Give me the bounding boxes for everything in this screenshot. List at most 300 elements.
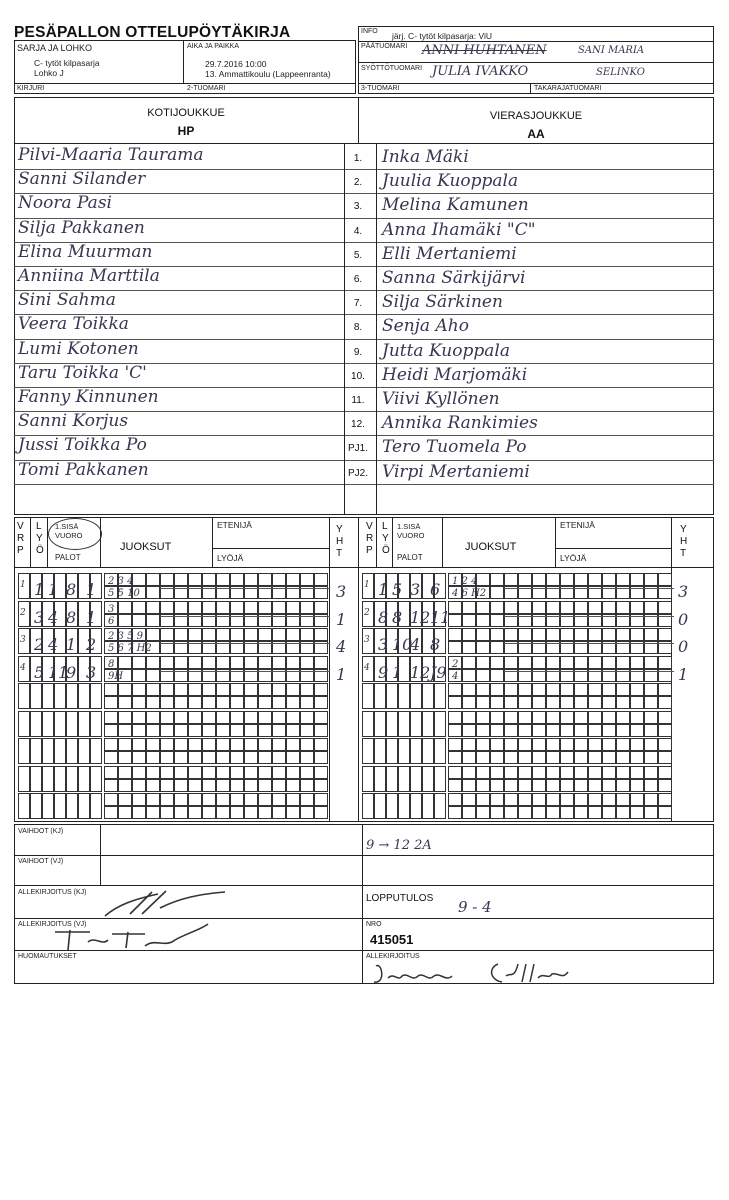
grid-cell xyxy=(398,793,410,819)
grid-header-line xyxy=(47,517,48,567)
away-player-name: Tero Tuomela Po xyxy=(382,437,527,458)
grid-cell xyxy=(118,724,132,737)
grid-cell xyxy=(588,711,602,724)
home-player-name: Sini Sahma xyxy=(18,290,116,311)
grid-cell xyxy=(286,696,300,709)
grid-cell xyxy=(216,751,230,764)
grid-cell xyxy=(258,628,272,641)
grid-cell xyxy=(518,696,532,709)
grid-cell xyxy=(104,766,118,779)
home-yht-line xyxy=(329,517,330,822)
grid-cell xyxy=(244,793,258,806)
grid-cell xyxy=(410,766,422,792)
grid-cell xyxy=(658,683,672,696)
grid-cell xyxy=(78,766,90,792)
grid-cell xyxy=(644,724,658,737)
grid-cell xyxy=(630,628,644,641)
grid-cell xyxy=(160,738,174,751)
grid-cell xyxy=(546,573,560,586)
grid-cell xyxy=(644,779,658,792)
grid-cell xyxy=(374,711,386,737)
grid-cell xyxy=(132,779,146,792)
away-runs-top: 1 2 4 xyxy=(452,576,478,587)
grid-cell xyxy=(230,601,244,614)
grid-cell xyxy=(490,793,504,806)
grid-cell xyxy=(230,779,244,792)
away-player-number: 8. xyxy=(353,322,363,334)
away-player-name: Virpi Mertaniemi xyxy=(382,461,530,482)
grid-cell xyxy=(546,724,560,737)
grid-cell xyxy=(630,696,644,709)
home-runs-bottom: 9H xyxy=(108,670,124,682)
grid-cell xyxy=(602,793,616,806)
away-player-number: PJ2. xyxy=(347,467,368,479)
away-cell-c: 11 xyxy=(430,607,451,627)
grid-cell xyxy=(386,738,398,764)
grid-cell xyxy=(216,696,230,709)
grid-cell xyxy=(462,669,476,682)
grid-cell xyxy=(546,738,560,751)
away-player-name: Anna Ihamäki "C" xyxy=(382,219,536,240)
home-player-name: Elina Muurman xyxy=(18,241,153,262)
grid-cell xyxy=(462,656,476,669)
grid-cell xyxy=(272,711,286,724)
pitcher-umpire-extra: SELINKO xyxy=(596,67,645,78)
grid-cell xyxy=(546,793,560,806)
grid-cell xyxy=(410,711,422,737)
grid-cell xyxy=(300,766,314,779)
grid-cell xyxy=(258,656,272,669)
grid-cell xyxy=(160,656,174,669)
grid-cell xyxy=(630,806,644,819)
grid-cell xyxy=(602,751,616,764)
home-player-name: Fanny Kinnunen xyxy=(18,387,159,407)
grid-cell xyxy=(90,683,102,709)
grid-cell xyxy=(30,683,42,709)
grid-cell xyxy=(490,696,504,709)
sig-away-label: ALLEKIRJOITUS (VJ) xyxy=(18,921,87,928)
grid-cell xyxy=(78,683,90,709)
grid-cell xyxy=(398,738,410,764)
grid-cell xyxy=(188,628,202,641)
grid-cell xyxy=(602,656,616,669)
grid-cell xyxy=(560,628,574,641)
grid-header-line xyxy=(376,517,377,567)
grid-cell xyxy=(286,793,300,806)
grid-cell xyxy=(272,601,286,614)
away-lyo-header: L Y Ö xyxy=(382,521,390,556)
grid-cell xyxy=(314,751,328,764)
grid-cell xyxy=(118,806,132,819)
grid-cell xyxy=(104,779,118,792)
grid-cell xyxy=(132,656,146,669)
grid-cell xyxy=(630,656,644,669)
grid-cell xyxy=(174,779,188,792)
grid-cell xyxy=(78,711,90,737)
grid-cell xyxy=(476,766,490,779)
subs-away-label: VAIHDOT (VJ) xyxy=(18,858,64,865)
grid-cell xyxy=(448,766,462,779)
grid-cell xyxy=(202,793,216,806)
grid-cell xyxy=(644,628,658,641)
grid-cell xyxy=(314,711,328,724)
grid-cell xyxy=(230,683,244,696)
grid-cell xyxy=(476,614,490,627)
grid-cell xyxy=(490,641,504,654)
grid-cell xyxy=(42,683,54,709)
grid-cell xyxy=(30,738,42,764)
grid-cell xyxy=(462,641,476,654)
grid-cell xyxy=(314,766,328,779)
grid-cell xyxy=(188,779,202,792)
grid-cell xyxy=(476,738,490,751)
grid-cell xyxy=(300,751,314,764)
grid-cell xyxy=(104,724,118,737)
grid-cell xyxy=(286,656,300,669)
grid-cell xyxy=(504,779,518,792)
grid-cell xyxy=(90,738,102,764)
grid-cell xyxy=(146,573,160,586)
grid-cell xyxy=(174,738,188,751)
grid-cell xyxy=(272,766,286,779)
grid-cell xyxy=(448,779,462,792)
grid-cell xyxy=(588,601,602,614)
grid-cell xyxy=(490,573,504,586)
grid-cell xyxy=(146,586,160,599)
grid-cell xyxy=(448,683,462,696)
grid-cell xyxy=(422,683,434,709)
grid-cell xyxy=(532,779,546,792)
grid-cell xyxy=(314,683,328,696)
grid-cell xyxy=(658,601,672,614)
grid-cell xyxy=(202,751,216,764)
home-cell-b: 9 xyxy=(66,662,77,682)
grid-header-line xyxy=(100,517,101,567)
grid-cell xyxy=(54,766,66,792)
grid-cell xyxy=(202,601,216,614)
grid-cell xyxy=(588,779,602,792)
grid-cell xyxy=(504,806,518,819)
grid-cell xyxy=(216,683,230,696)
lineup-number-right-line xyxy=(376,143,377,515)
grid-cell xyxy=(146,806,160,819)
grid-cell xyxy=(244,683,258,696)
grid-cell xyxy=(132,724,146,737)
grid-cell xyxy=(188,711,202,724)
grid-cell xyxy=(258,724,272,737)
grid-cell xyxy=(546,751,560,764)
home-player-name: Sanni Silander xyxy=(18,169,146,190)
grid-cell xyxy=(546,766,560,779)
grid-cell xyxy=(616,806,630,819)
grid-cell xyxy=(518,724,532,737)
grid-cell xyxy=(188,751,202,764)
grid-cell xyxy=(518,628,532,641)
grid-header-line xyxy=(212,517,213,567)
grid-cell xyxy=(574,628,588,641)
pitcher-umpire-label: SYÖTTÖTUOMARI xyxy=(361,65,423,72)
grid-cell xyxy=(146,669,160,682)
grid-cell xyxy=(532,573,546,586)
grid-cell xyxy=(504,601,518,614)
grid-cell xyxy=(532,738,546,751)
grid-cell xyxy=(118,614,132,627)
grid-cell xyxy=(66,711,78,737)
grid-cell xyxy=(118,751,132,764)
grid-cell xyxy=(300,573,314,586)
grid-cell xyxy=(476,696,490,709)
grid-cell xyxy=(532,766,546,779)
grid-cell xyxy=(602,696,616,709)
grid-cell xyxy=(518,601,532,614)
grid-cell xyxy=(448,641,462,654)
grid-cell xyxy=(602,779,616,792)
grid-cell xyxy=(362,738,374,764)
home-cell-c: 3 xyxy=(86,662,97,682)
away-inning-number: 2 xyxy=(364,607,370,618)
away-vrp-header: V R P xyxy=(366,521,374,556)
grid-cell xyxy=(118,696,132,709)
grid-cell xyxy=(602,806,616,819)
grid-cell xyxy=(616,683,630,696)
grid-cell xyxy=(286,751,300,764)
home-runs-bottom: 5 5 10 xyxy=(108,588,140,599)
grid-cell xyxy=(272,806,286,819)
grid-cell xyxy=(174,806,188,819)
grid-cell xyxy=(588,751,602,764)
grid-cell xyxy=(202,573,216,586)
away-inning-number: 3 xyxy=(364,635,370,645)
away-cell-c: 6 xyxy=(430,580,441,599)
grid-cell xyxy=(118,766,132,779)
grid-cell xyxy=(118,601,132,614)
away-inning-number: 4 xyxy=(364,662,370,673)
grid-cell xyxy=(490,614,504,627)
home-team-label: KOTIJOUKKUE xyxy=(147,107,225,119)
notes-label: HUOMAUTUKSET xyxy=(18,953,77,960)
grid-cell xyxy=(490,601,504,614)
grid-cell xyxy=(18,766,30,792)
grid-cell xyxy=(504,793,518,806)
away-batter: 3 xyxy=(378,635,389,654)
home-cell-a: 4 xyxy=(48,635,59,654)
grid-cell xyxy=(146,628,160,641)
grid-cell xyxy=(146,738,160,751)
grid-cell xyxy=(216,656,230,669)
umpire2-label: 2-TUOMARI xyxy=(187,85,226,92)
grid-cell xyxy=(422,793,434,819)
grid-cell xyxy=(658,628,672,641)
away-player-number: 11. xyxy=(351,395,365,406)
away-player-number: 9. xyxy=(353,346,363,358)
grid-cell xyxy=(518,656,532,669)
grid-cell xyxy=(300,656,314,669)
home-player-name: Pilvi-Maaria Taurama xyxy=(18,145,204,165)
grid-cell xyxy=(174,766,188,779)
grid-cell xyxy=(490,738,504,751)
grid-cell xyxy=(174,696,188,709)
grid-cell xyxy=(18,793,30,819)
time-place-label: AIKA JA PAIKKA xyxy=(187,43,240,50)
away-player-number: 1. xyxy=(353,153,363,164)
away-cell-a: 5 xyxy=(392,580,403,599)
grid-cell xyxy=(434,683,446,709)
grid-cell xyxy=(490,683,504,696)
away-team-code: AA xyxy=(527,127,545,141)
grid-cell xyxy=(146,696,160,709)
grid-cell xyxy=(174,683,188,696)
home-player-name: Lumi Kotonen xyxy=(18,338,139,359)
grid-cell xyxy=(42,793,54,819)
grid-cell xyxy=(532,806,546,819)
grid-cell xyxy=(160,779,174,792)
grid-cell xyxy=(462,696,476,709)
grid-cell xyxy=(574,696,588,709)
grid-cell xyxy=(374,738,386,764)
grid-cell xyxy=(616,724,630,737)
grid-cell xyxy=(244,696,258,709)
grid-cell xyxy=(258,601,272,614)
home-yht-header: Y H T xyxy=(336,524,344,559)
home-player-name: Silja Pakkanen xyxy=(18,217,145,238)
away-lyoja-header: LYÖJÄ xyxy=(560,553,587,563)
info-label: INFO xyxy=(361,28,378,35)
grid-cell xyxy=(532,751,546,764)
grid-cell xyxy=(286,628,300,641)
grid-cell xyxy=(462,806,476,819)
home-batter: 2 xyxy=(34,635,45,654)
grid-cell xyxy=(146,793,160,806)
grid-cell xyxy=(644,683,658,696)
grid-cell xyxy=(300,793,314,806)
grid-cell xyxy=(602,711,616,724)
grid-cell xyxy=(574,573,588,586)
grid-cell xyxy=(658,656,672,669)
grid-cell xyxy=(490,586,504,599)
grid-cell xyxy=(574,806,588,819)
grid-cell xyxy=(588,628,602,641)
grid-cell xyxy=(202,806,216,819)
grid-cell xyxy=(518,573,532,586)
grid-cell xyxy=(230,711,244,724)
grid-cell xyxy=(188,656,202,669)
group-value: Lohko J xyxy=(34,68,64,78)
grid-cell xyxy=(230,724,244,737)
away-player-number: PJ1. xyxy=(347,443,368,455)
grid-cell xyxy=(616,601,630,614)
grid-cell xyxy=(398,683,410,709)
away-strike-line xyxy=(504,671,674,672)
grid-cell xyxy=(132,669,146,682)
grid-cell xyxy=(272,656,286,669)
away-juoksut-header: JUOKSUT xyxy=(465,541,517,553)
grid-cell xyxy=(644,573,658,586)
home-player-name: Anniina Marttila xyxy=(18,266,160,286)
home-cell-c: 2 xyxy=(86,635,97,654)
grid-header-bottom xyxy=(14,567,714,568)
grid-cell xyxy=(132,793,146,806)
grid-cell xyxy=(188,806,202,819)
grid-cell xyxy=(504,724,518,737)
grid-cell xyxy=(118,793,132,806)
home-strike-line xyxy=(160,588,330,589)
grid-cell xyxy=(272,738,286,751)
grid-cell xyxy=(132,711,146,724)
grid-cell xyxy=(188,766,202,779)
grid-cell xyxy=(532,724,546,737)
grid-cell xyxy=(132,738,146,751)
grid-cell xyxy=(560,793,574,806)
grid-cell xyxy=(244,779,258,792)
grid-cell xyxy=(574,738,588,751)
grid-cell xyxy=(476,601,490,614)
grid-cell xyxy=(174,573,188,586)
home-batter: 1 xyxy=(34,580,45,599)
grid-cell xyxy=(146,601,160,614)
final-value: 9 - 4 xyxy=(458,898,492,916)
home-inning-total: 4 xyxy=(336,637,347,656)
grid-cell xyxy=(230,573,244,586)
grid-cell xyxy=(258,711,272,724)
grid-cell xyxy=(616,793,630,806)
grid-cell xyxy=(658,779,672,792)
grid-cell xyxy=(160,696,174,709)
grid-cell xyxy=(630,779,644,792)
grid-cell xyxy=(518,683,532,696)
grid-cell xyxy=(658,751,672,764)
home-strike-line xyxy=(160,616,330,617)
grid-cell xyxy=(174,628,188,641)
grid-cell xyxy=(132,601,146,614)
time-value: 29.7.2016 10:00 xyxy=(205,59,267,69)
grid-cell xyxy=(644,738,658,751)
grid-cell xyxy=(66,766,78,792)
grid-cell xyxy=(132,614,146,627)
grid-cell xyxy=(490,711,504,724)
grid-cell xyxy=(490,766,504,779)
grid-cell xyxy=(160,724,174,737)
grid-cell xyxy=(448,628,462,641)
grid-cell xyxy=(188,738,202,751)
grid-cell xyxy=(160,628,174,641)
grid-cell xyxy=(518,806,532,819)
grid-cell xyxy=(258,751,272,764)
grid-cell xyxy=(314,573,328,586)
grid-cell xyxy=(504,573,518,586)
series-label: SARJA JA LOHKO xyxy=(17,43,93,53)
home-team-code: HP xyxy=(177,124,195,138)
grid-cell xyxy=(272,793,286,806)
grid-cell xyxy=(216,793,230,806)
grid-cell xyxy=(532,683,546,696)
grid-cell xyxy=(574,793,588,806)
grid-cell xyxy=(42,766,54,792)
away-cell-b: 12 xyxy=(410,662,431,682)
grid-cell xyxy=(230,751,244,764)
grid-cell xyxy=(422,738,434,764)
grid-cell xyxy=(602,573,616,586)
grid-cell xyxy=(300,601,314,614)
grid-cell xyxy=(560,573,574,586)
away-team-label: VIERASJOUKKUE xyxy=(489,110,583,122)
grid-cell xyxy=(374,766,386,792)
grid-cell xyxy=(216,573,230,586)
home-runs-top: 3 xyxy=(108,603,115,615)
away-cell-b: 4 xyxy=(410,635,421,654)
grid-cell xyxy=(546,683,560,696)
grid-cell xyxy=(258,738,272,751)
grid-cell xyxy=(462,793,476,806)
